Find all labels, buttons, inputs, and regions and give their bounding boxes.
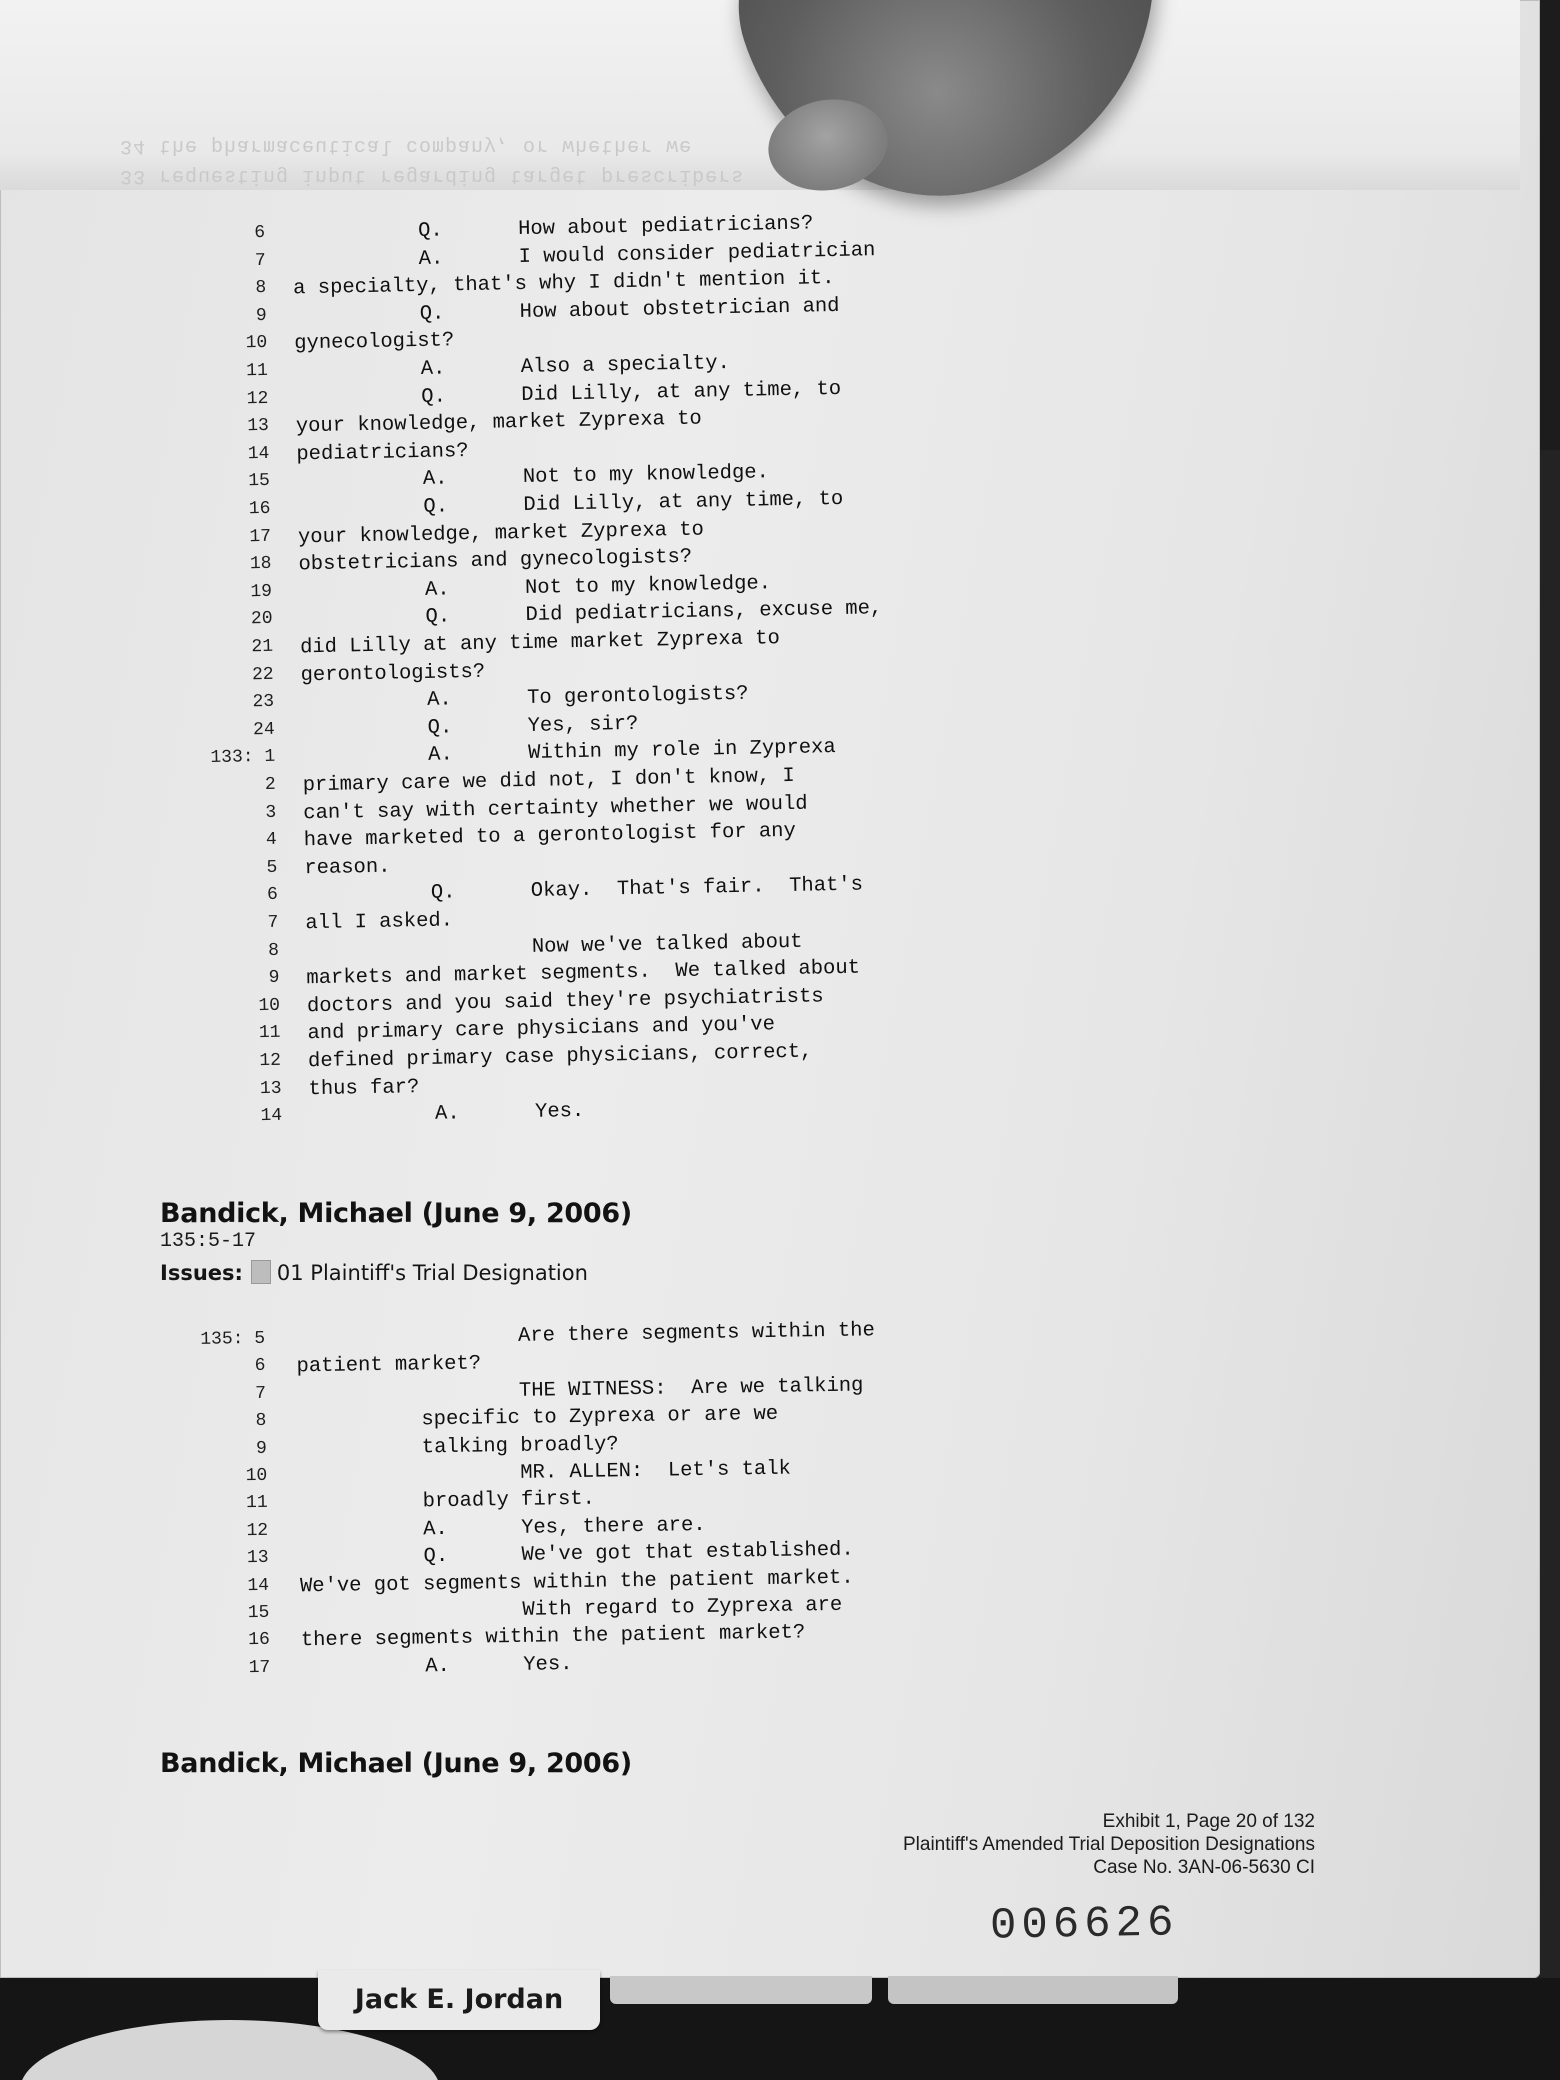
line-number: 23: [252, 692, 275, 713]
speaker-label: A.: [424, 578, 450, 602]
transcript-line: [14, 930, 803, 972]
speaker-label: Q.: [430, 881, 456, 906]
transcript-line: [0, 212, 814, 255]
line-text: gerontologists?: [300, 660, 486, 687]
line-number: 12: [259, 1050, 282, 1072]
line-text: have marketed to a gerontologist for any: [303, 820, 797, 853]
issues-line: [160, 1260, 588, 1285]
speaker-label: A.: [425, 1654, 451, 1679]
line-number: 9: [268, 967, 280, 989]
speaker-label: A.: [418, 247, 444, 271]
line-number: 3: [265, 802, 277, 823]
line-number: 135: 5: [200, 1328, 266, 1350]
line-number: 2: [264, 774, 276, 796]
line-text: Yes, there are.: [520, 1513, 706, 1540]
line-text: thus far?: [308, 1075, 420, 1101]
line-number: 11: [245, 360, 268, 382]
line-number: 6: [254, 1356, 266, 1377]
line-number: 8: [267, 940, 280, 961]
bleed-line: 34 the pharmaceutical company, or whether we: [120, 134, 693, 157]
transcript-line: [6, 518, 705, 559]
line-number: 5: [266, 857, 278, 878]
line-text: markets and market segments. We talked about: [306, 956, 861, 991]
footer-line-2: Plaintiff's Amended Trial Deposition Designations: [902, 1834, 1315, 1855]
line-text: Also a specialty.: [520, 352, 731, 380]
line-text: We've got that established.: [521, 1538, 854, 1568]
speaker-label: Q.: [423, 495, 449, 519]
line-text: We've got segments within the patient market.: [299, 1566, 854, 1598]
speaker-label: A.: [426, 688, 452, 713]
transcript-line: [12, 855, 391, 890]
line-number: 12: [246, 1520, 269, 1541]
bleed-line: 33 requesting input regarding target prescribers: [120, 164, 745, 187]
line-number: 15: [248, 471, 271, 492]
line-text: MR. ALLEN: Let's talk: [520, 1457, 792, 1485]
transcript-line: [10, 712, 639, 752]
line-text: broadly first.: [422, 1488, 596, 1514]
transcript-line: [8, 660, 486, 697]
line-number: 14: [247, 443, 270, 465]
line-text: your knowledge, market Zyprexa to: [297, 518, 705, 549]
transcript-line: [4, 439, 469, 476]
transcript-line: [16, 1075, 420, 1110]
transcript-line: [8, 627, 781, 669]
table-edge: [1540, 450, 1560, 2080]
line-text: did Lilly at any time market Zyprexa to: [299, 627, 781, 660]
line-text: Within my role in Zyprexa: [527, 736, 836, 766]
line-text: and primary care physicians and you've: [307, 1013, 776, 1046]
transcript-line: [3, 352, 731, 393]
line-text: defined primary case physicians, correct,: [307, 1040, 813, 1074]
line-number: 7: [267, 912, 279, 933]
line-text: reason.: [304, 855, 391, 881]
speaker-label: A.: [420, 357, 446, 381]
transcript-line: [13, 909, 454, 945]
speaker-label: Q.: [421, 385, 447, 409]
line-text: Not to my knowledge.: [522, 461, 770, 490]
speaker-label: A.: [434, 1102, 460, 1126]
line-text: obstetricians and gynecologists?: [298, 545, 693, 577]
transcript-line: [3, 377, 842, 421]
issue-color-swatch: [251, 1260, 271, 1284]
section-title: Bandick, Michael (June 9, 2006): [160, 1198, 632, 1229]
line-text: primary care we did not, I don't know, I: [302, 764, 795, 798]
transcript-line: [1, 238, 876, 283]
line-text: THE WITNESS: Are we talking: [518, 1374, 864, 1403]
speaker-label: Q.: [427, 716, 453, 740]
speaker-label: Q.: [419, 302, 445, 326]
exhibit-footer: [0, 1810, 1315, 1879]
line-text: specific to Zyprexa or are we: [421, 1402, 779, 1432]
line-number: 16: [248, 1630, 271, 1651]
line-text: Yes, sir?: [527, 712, 639, 738]
line-number: 6: [266, 885, 279, 906]
line-text: Not to my knowledge.: [524, 572, 772, 600]
line-text: gynecologist?: [294, 329, 455, 356]
speaker-label: Q.: [423, 1545, 449, 1569]
line-number: 13: [247, 416, 270, 437]
transcript-line: [5, 487, 844, 531]
transcript-line: [10, 736, 836, 779]
bates-number: 006626: [989, 1898, 1179, 1952]
transcript-line: [2, 329, 455, 365]
line-text: I would consider pediatrician: [518, 238, 876, 269]
line-text: a specialty, that's why I didn't mention it.: [293, 267, 835, 301]
line-number: 10: [245, 1465, 268, 1487]
speaker-label: A.: [422, 1517, 448, 1542]
line-text: Yes.: [534, 1100, 585, 1125]
transcript-line: [15, 985, 824, 1028]
transcript-line: [17, 1100, 585, 1138]
transcript-line: [7, 597, 883, 641]
line-number: 19: [250, 581, 273, 603]
index-tab-2: [610, 1976, 872, 2004]
line-number: 14: [260, 1105, 283, 1127]
index-tab-label: Jack E. Jordan: [354, 1984, 564, 2015]
transcript-line: [13, 873, 864, 917]
speaker-label: A.: [427, 743, 454, 768]
line-number: 8: [255, 278, 267, 299]
line-text: With regard to Zyprexa are: [522, 1593, 843, 1622]
line-number: 16: [248, 498, 271, 520]
line-number: 7: [254, 250, 266, 271]
line-text: How about pediatricians?: [517, 212, 814, 242]
line-text: doctors and you said they're psychiatrists: [306, 985, 824, 1019]
line-text: Now we've talked about: [531, 930, 803, 959]
line-number: 15: [247, 1602, 270, 1624]
transcript-line: [7, 572, 772, 614]
transcript-line: [9, 682, 749, 724]
index-tab[interactable]: [318, 1970, 600, 2030]
line-number: 13: [246, 1547, 269, 1569]
transcript-line: [11, 764, 795, 807]
transcript-line: [6, 545, 693, 586]
transcript-line: [2, 294, 840, 338]
line-number: 22: [251, 664, 274, 685]
line-text: your knowledge, market Zyprexa to: [295, 407, 702, 439]
line-number: 8: [255, 1411, 267, 1432]
line-number: 9: [255, 305, 267, 326]
footer-line-3: Case No. 3AN-06-5630 CI: [1093, 1857, 1315, 1878]
issues-value: 01 Plaintiff's Trial Designation: [276, 1261, 588, 1285]
line-number: 7: [255, 1383, 267, 1404]
line-text: Did pediatricians, excuse me,: [525, 597, 883, 628]
section-title-2: Bandick, Michael (June 9, 2006): [160, 1748, 632, 1779]
line-number: 20: [250, 609, 273, 630]
line-number: 133: 1: [210, 747, 276, 769]
page-line-range: 135:5-17: [160, 1230, 257, 1253]
line-text: patient market?: [296, 1352, 482, 1379]
line-number: 14: [247, 1575, 270, 1596]
transcript-line: [11, 792, 808, 834]
transcript-line: [12, 820, 797, 862]
line-text: Are there segments within the: [517, 1319, 876, 1348]
transcript-line: [5, 461, 770, 503]
transcript-line: [14, 956, 861, 1000]
line-number: 13: [259, 1078, 282, 1099]
line-number: 4: [265, 829, 277, 851]
line-number: 6: [254, 222, 266, 244]
footer-line-1: Exhibit 1, Page 20 of 132: [1102, 1811, 1315, 1832]
line-number: 17: [249, 526, 272, 547]
transcript-line: [4, 407, 702, 448]
issues-label: Issues:: [160, 1261, 243, 1285]
line-text: all I asked.: [305, 909, 454, 936]
line-number: 10: [245, 333, 268, 354]
line-text: Okay. That's fair. That's: [530, 873, 864, 904]
line-number: 11: [258, 1023, 281, 1044]
line-number: 21: [251, 636, 274, 658]
speaker-label: Q.: [417, 219, 443, 243]
line-text: can't say with certainty whether we would: [303, 792, 808, 825]
line-number: 12: [246, 388, 269, 409]
line-text: pediatricians?: [296, 439, 469, 467]
index-tab-3: [888, 1976, 1178, 2004]
line-number: 9: [255, 1438, 268, 1459]
line-number: 24: [252, 719, 275, 741]
speaker-label: Q.: [425, 605, 451, 630]
transcript-line: [15, 1013, 776, 1055]
line-text: there segments within the patient market?: [300, 1621, 806, 1653]
transcript-line: [16, 1040, 813, 1083]
line-number: 17: [248, 1657, 271, 1678]
line-text: talking broadly?: [421, 1432, 619, 1459]
line-number: 11: [245, 1493, 268, 1514]
speaker-label: A.: [422, 467, 448, 492]
line-number: 10: [258, 995, 281, 1016]
line-number: 18: [249, 554, 272, 575]
line-text: How about obstetrician and: [519, 294, 840, 324]
line-text: Yes.: [523, 1652, 573, 1677]
line-text: To gerontologists?: [526, 682, 749, 711]
line-text: Did Lilly, at any time, to: [521, 377, 842, 407]
line-text: Did Lilly, at any time, to: [523, 487, 844, 518]
